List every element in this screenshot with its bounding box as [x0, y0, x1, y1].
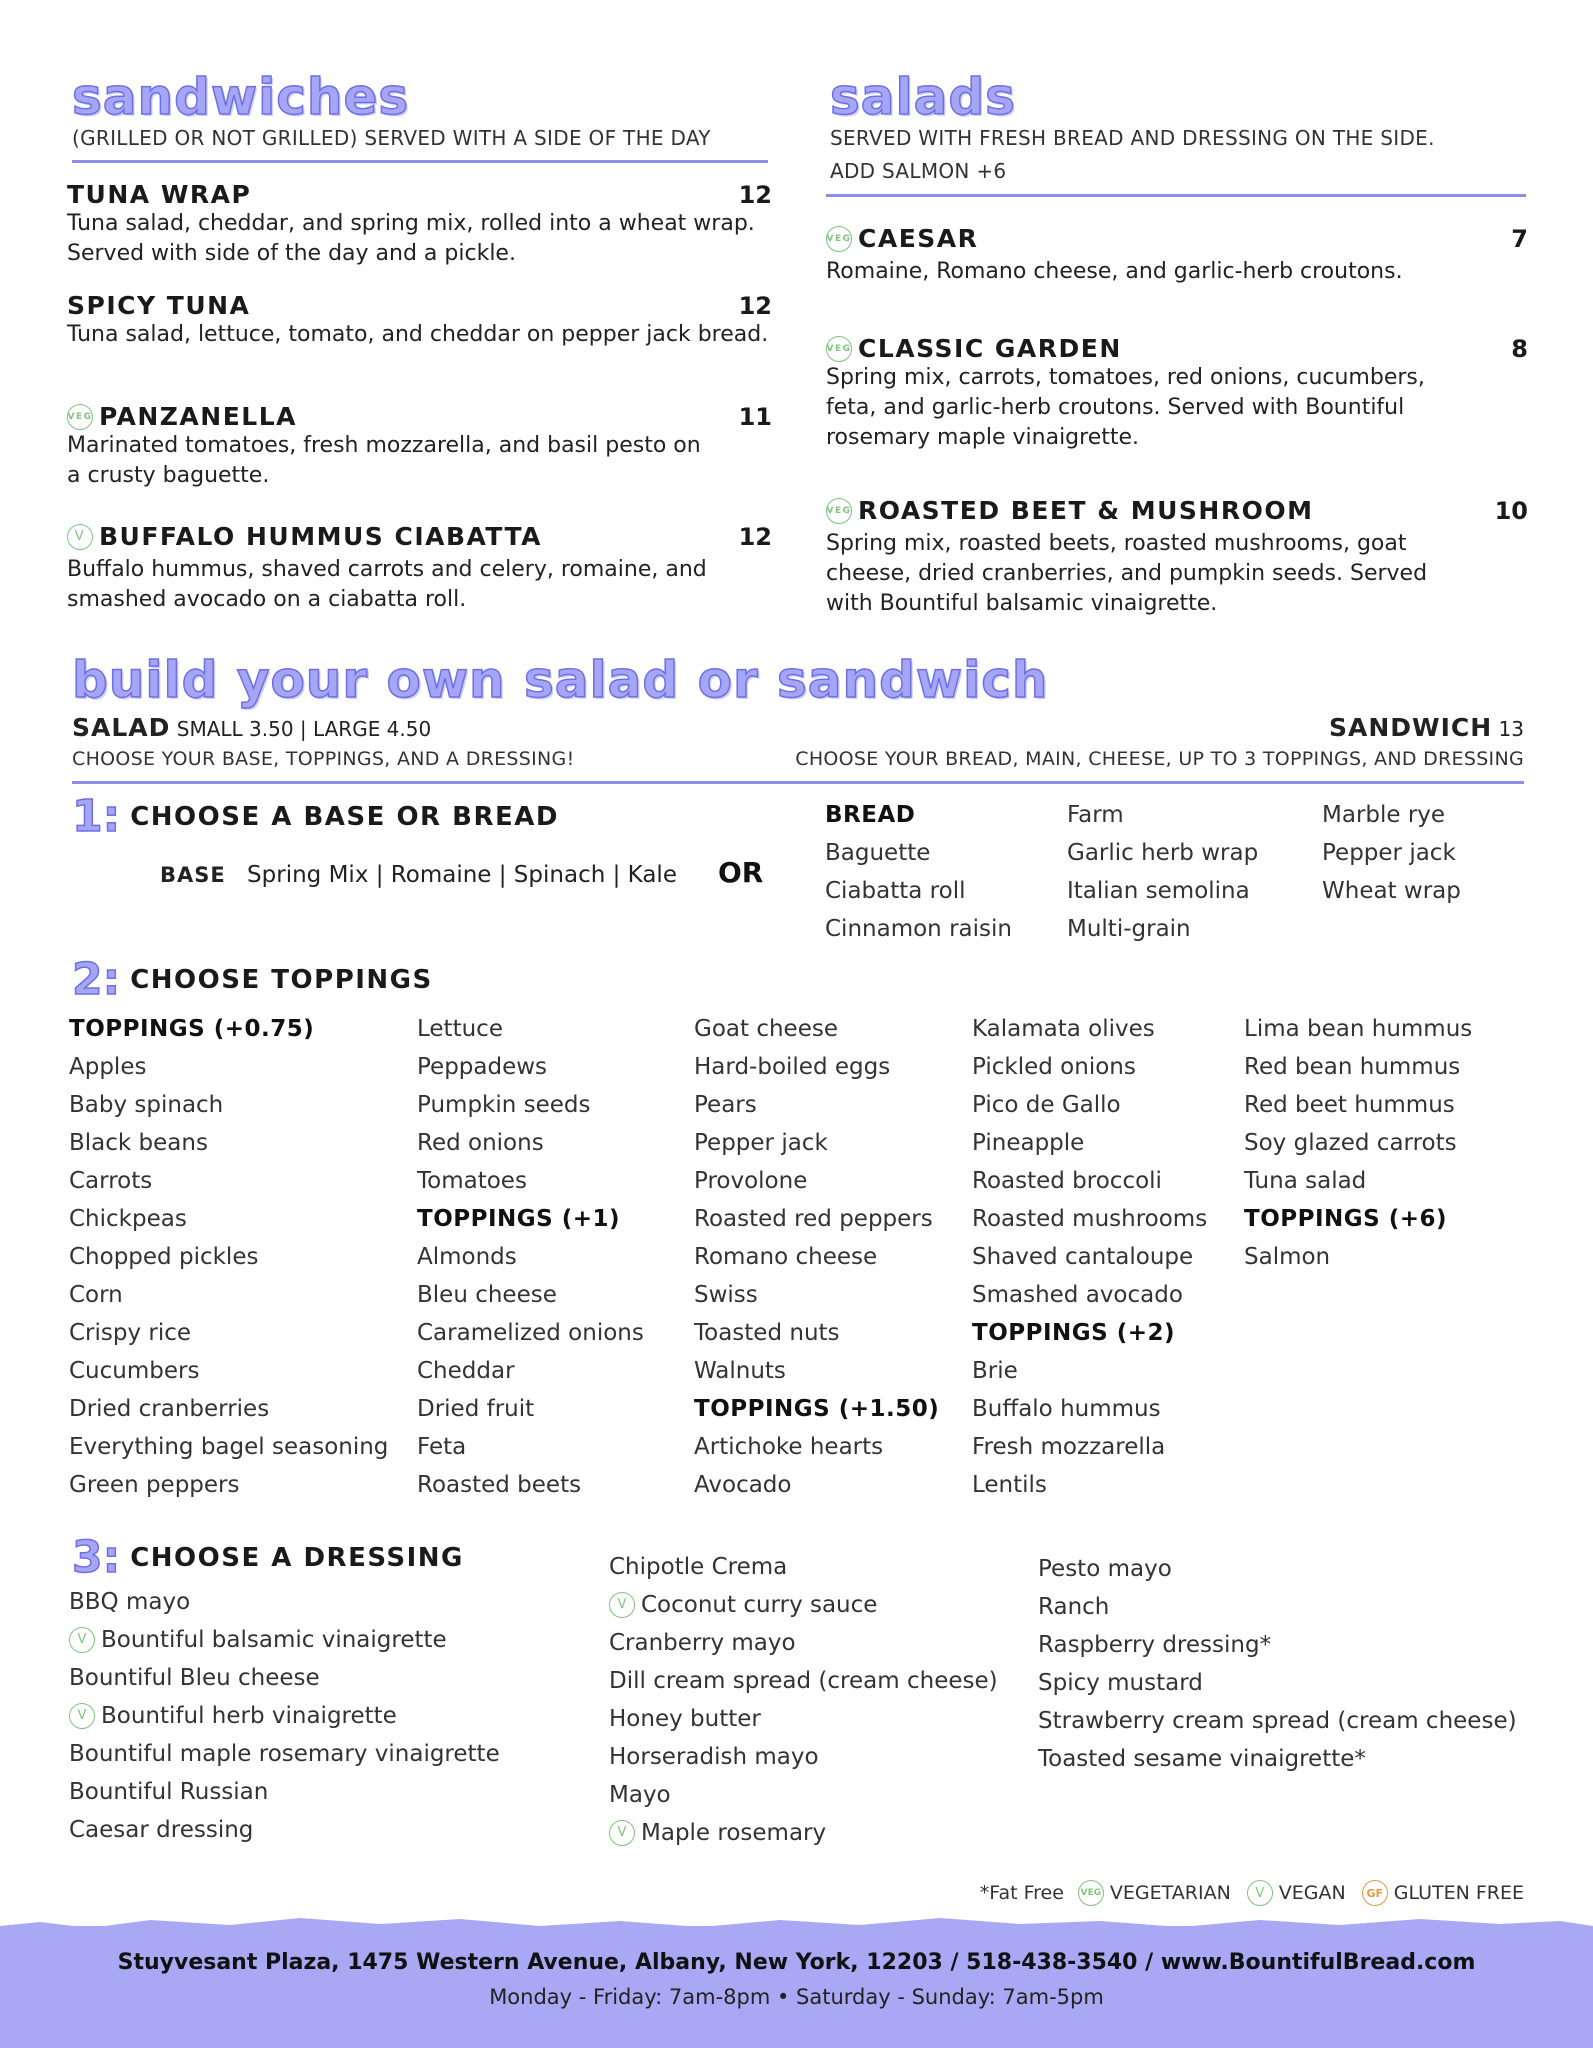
vegan-icon: V: [67, 524, 93, 550]
menu-item: [826, 496, 1528, 619]
item-name: TUNA WRAP: [67, 180, 252, 209]
topping-item: Toasted nuts: [694, 1320, 840, 1346]
item-name: BUFFALO HUMMUS CIABATTA: [99, 522, 543, 551]
vegetarian-icon: VEG: [67, 404, 93, 430]
dressing-label: Bountiful maple rosemary vinaigrette: [69, 1741, 500, 1767]
step3-number: 3:: [72, 1532, 121, 1583]
topping-item: Shaved cantaloupe: [972, 1244, 1194, 1270]
sandwiches-section: [72, 68, 772, 155]
item-name: SPICY TUNA: [67, 291, 251, 320]
topping-item: Salmon: [1244, 1244, 1331, 1270]
topping-item: Black beans: [69, 1130, 208, 1156]
item-description: Romaine, Romano cheese, and garlic-herb croutons.: [826, 259, 1403, 284]
dressing-item: [69, 1583, 500, 1621]
gluten-free-label: GLUTEN FREE: [1393, 1882, 1524, 1904]
list-item: Marble rye: [1322, 802, 1446, 828]
vegetarian-icon: VEG: [826, 336, 852, 362]
topping-item: Buffalo hummus: [972, 1396, 1161, 1422]
dressing-column-2: [609, 1548, 998, 1852]
fat-free-note: *Fat Free: [979, 1882, 1064, 1904]
vegetarian-icon: VEG: [826, 498, 852, 524]
dressing-label: Mayo: [609, 1782, 671, 1808]
topping-item: Provolone: [694, 1168, 808, 1194]
step1-heading: [72, 791, 559, 842]
dressing-item: [1038, 1550, 1517, 1588]
item-description: Spring mix, roasted beets, roasted mushrooms, goat cheese, dried cranberries, and pumpkin seeds. Served with Bountiful balsamic vinaigrette.: [826, 531, 1428, 616]
dressing-label: BBQ mayo: [69, 1589, 191, 1615]
topping-item: Artichoke hearts: [694, 1434, 884, 1460]
step3-title: CHOOSE A DRESSING: [130, 1543, 464, 1573]
or-divider: OR: [718, 856, 764, 889]
item-name: CLASSIC GARDEN: [858, 334, 1122, 363]
vegan-label: VEGAN: [1278, 1882, 1346, 1904]
topping-item: Everything bagel seasoning: [69, 1434, 389, 1460]
topping-item: Bleu cheese: [417, 1282, 557, 1308]
dressing-label: Dill cream spread (cream cheese): [609, 1668, 998, 1694]
bread-column-1: [825, 796, 1012, 948]
topping-item: Romano cheese: [694, 1244, 878, 1270]
menu-item: [67, 180, 772, 291]
base-options: Spring Mix | Romaine | Spinach | Kale: [247, 862, 677, 888]
dressing-label: Bountiful herb vinaigrette: [101, 1703, 397, 1729]
dressing-label: Horseradish mayo: [609, 1744, 819, 1770]
sandwiches-divider: [72, 160, 768, 163]
dressing-item: [1038, 1664, 1517, 1702]
dressing-item: [609, 1662, 998, 1700]
dressing-item: [1038, 1740, 1517, 1778]
list-item: Multi-grain: [1067, 916, 1191, 942]
toppings-price-heading: TOPPINGS (+0.75): [69, 1016, 315, 1042]
byo-salad-sub: CHOOSE YOUR BASE, TOPPINGS, AND A DRESSING!: [72, 748, 575, 770]
bread-column-3: [1322, 796, 1461, 910]
legend: [980, 1880, 1524, 1906]
topping-item: Pico de Gallo: [972, 1092, 1121, 1118]
topping-item: Brie: [972, 1358, 1018, 1384]
item-description: Tuna salad, cheddar, and spring mix, rolled into a wheat wrap. Served with side of the day and a pickle.: [67, 211, 755, 266]
item-name: CAESAR: [858, 224, 979, 253]
topping-item: Chickpeas: [69, 1206, 187, 1232]
step2-heading: [72, 954, 433, 1005]
dressing-item: [609, 1814, 998, 1852]
list-item: Garlic herb wrap: [1067, 840, 1259, 866]
footer-hours: Monday - Friday: 7am-8pm • Saturday - Sunday: 7am-5pm: [489, 1985, 1104, 2009]
toppings-price-heading: TOPPINGS (+6): [1244, 1206, 1448, 1232]
byo-sandwich-header: [1329, 713, 1524, 742]
step3-heading: [72, 1532, 464, 1583]
topping-item: Red beet hummus: [1244, 1092, 1455, 1118]
topping-item: Tuna salad: [1244, 1168, 1367, 1194]
topping-item: Roasted red peppers: [694, 1206, 933, 1232]
topping-item: Soy glazed carrots: [1244, 1130, 1457, 1156]
topping-item: Carrots: [69, 1168, 153, 1194]
topping-item: Crispy rice: [69, 1320, 192, 1346]
menu-item: [67, 402, 772, 522]
step2-number: 2:: [72, 954, 121, 1005]
dressing-label: Cranberry mayo: [609, 1630, 796, 1656]
salads-title: salads: [830, 68, 1016, 126]
list-item: Baguette: [825, 840, 931, 866]
item-description: Tuna salad, lettuce, tomato, and cheddar on pepper jack bread.: [67, 322, 769, 347]
toppings-price-heading: TOPPINGS (+1): [417, 1206, 621, 1232]
dressing-item: [609, 1776, 998, 1814]
dressing-item: [609, 1738, 998, 1776]
topping-item: Swiss: [694, 1282, 758, 1308]
sandwich-list: [67, 180, 772, 615]
topping-item: Roasted mushrooms: [972, 1206, 1208, 1232]
topping-item: Fresh mozzarella: [972, 1434, 1166, 1460]
topping-item: Peppadews: [417, 1054, 548, 1080]
topping-item: Smashed avocado: [972, 1282, 1183, 1308]
bread-label: BREAD: [825, 802, 916, 828]
dressing-label: Coconut curry sauce: [641, 1592, 878, 1618]
topping-item: Pineapple: [972, 1130, 1085, 1156]
topping-item: Dried cranberries: [69, 1396, 270, 1422]
item-name: ROASTED BEET & MUSHROOM: [858, 496, 1314, 525]
salads-divider: [826, 194, 1526, 197]
vegetarian-icon: VEG: [1078, 1880, 1104, 1906]
dressing-item: [69, 1659, 500, 1697]
footer: [0, 1926, 1593, 2048]
base-options-row: [160, 862, 677, 888]
topping-item: Caramelized onions: [417, 1320, 644, 1346]
dressing-column-1: [69, 1583, 500, 1849]
topping-item: Red onions: [417, 1130, 544, 1156]
topping-item: Cucumbers: [69, 1358, 200, 1384]
topping-item: Corn: [69, 1282, 123, 1308]
dressing-item: [69, 1621, 500, 1659]
menu-item: [826, 224, 1528, 334]
topping-item: Roasted broccoli: [972, 1168, 1162, 1194]
vegan-icon: V: [609, 1592, 635, 1618]
dressing-item: [69, 1773, 500, 1811]
dressing-item: [609, 1700, 998, 1738]
salads-add-salmon: ADD SALMON +6: [830, 159, 1007, 183]
item-price: 7: [1511, 224, 1528, 253]
dressing-column-3: [1038, 1550, 1517, 1778]
dressing-item: [69, 1811, 500, 1849]
topping-item: Roasted beets: [417, 1472, 582, 1498]
menu-item: [826, 334, 1528, 496]
sandwiches-title: sandwiches: [72, 68, 410, 126]
topping-item: Goat cheese: [694, 1016, 838, 1042]
topping-item: Green peppers: [69, 1472, 240, 1498]
topping-item: Baby spinach: [69, 1092, 224, 1118]
salad-list: [826, 224, 1528, 619]
dressing-item: [609, 1624, 998, 1662]
topping-item: Apples: [69, 1054, 147, 1080]
item-description: Spring mix, carrots, tomatoes, red onions, cucumbers, feta, and garlic-herb croutons. Served with Bountiful rosemary maple vinaigrette.: [826, 365, 1425, 450]
byo-title: build your own salad or sandwich: [72, 651, 1049, 709]
list-item: Farm: [1067, 802, 1124, 828]
dressing-label: Bountiful Bleu cheese: [69, 1665, 320, 1691]
dressing-label: Spicy mustard: [1038, 1670, 1203, 1696]
dressing-label: Ranch: [1038, 1594, 1110, 1620]
dressing-item: [609, 1586, 998, 1624]
byo-sandwich-price: 13: [1498, 717, 1524, 741]
dressing-label: Bountiful balsamic vinaigrette: [101, 1627, 447, 1653]
topping-item: Feta: [417, 1434, 467, 1460]
dressing-item: [609, 1548, 998, 1586]
dressing-item: [1038, 1626, 1517, 1664]
item-price: 10: [1494, 496, 1528, 525]
byo-salad-header: [72, 713, 431, 742]
vegan-icon: V: [609, 1820, 635, 1846]
item-price: 12: [738, 291, 772, 320]
dressing-item: [69, 1735, 500, 1773]
toppings-column-2: [417, 1010, 644, 1504]
item-name: PANZANELLA: [99, 402, 297, 431]
vegan-icon: V: [69, 1703, 95, 1729]
byo-sandwich-label: SANDWICH: [1329, 713, 1493, 742]
bread-column-2: [1067, 796, 1258, 948]
topping-item: Pepper jack: [694, 1130, 828, 1156]
dressing-label: Honey butter: [609, 1706, 761, 1732]
topping-item: Tomatoes: [417, 1168, 527, 1194]
item-price: 12: [738, 180, 772, 209]
dressing-label: Chipotle Crema: [609, 1554, 788, 1580]
topping-item: Lentils: [972, 1472, 1047, 1498]
topping-item: Almonds: [417, 1244, 517, 1270]
topping-item: Dried fruit: [417, 1396, 535, 1422]
toppings-column-1: [69, 1010, 388, 1504]
item-price: 12: [738, 522, 772, 551]
topping-item: Lima bean hummus: [1244, 1016, 1473, 1042]
dressing-label: Bountiful Russian: [69, 1779, 269, 1805]
step1-title: CHOOSE A BASE OR BREAD: [130, 802, 559, 832]
topping-item: Walnuts: [694, 1358, 786, 1384]
dressing-label: Strawberry cream spread (cream cheese): [1038, 1708, 1517, 1734]
step1-number: 1:: [72, 791, 121, 842]
topping-item: Pickled onions: [972, 1054, 1136, 1080]
item-description: Marinated tomatoes, fresh mozzarella, and basil pesto on a crusty baguette.: [67, 433, 701, 488]
topping-item: Chopped pickles: [69, 1244, 259, 1270]
menu-item: [67, 522, 772, 615]
salads-subtitle: SERVED WITH FRESH BREAD AND DRESSING ON THE SIDE.: [830, 126, 1435, 150]
item-price: 11: [738, 402, 772, 431]
step2-title: CHOOSE TOPPINGS: [130, 965, 433, 995]
base-label: BASE: [160, 863, 226, 887]
toppings-price-heading: TOPPINGS (+2): [972, 1320, 1176, 1346]
vegetarian-icon: VEG: [826, 226, 852, 252]
dressing-label: Maple rosemary: [641, 1820, 827, 1846]
byo-divider: [72, 781, 1524, 784]
item-description: Buffalo hummus, shaved carrots and celery, romaine, and smashed avocado on a ciabatta roll.: [67, 557, 707, 612]
topping-item: Hard-boiled eggs: [694, 1054, 891, 1080]
gluten-free-icon: GF: [1362, 1880, 1388, 1906]
sandwiches-subtitle: (GRILLED OR NOT GRILLED) SERVED WITH A SIDE OF THE DAY: [72, 126, 711, 150]
topping-item: Kalamata olives: [972, 1016, 1155, 1042]
dressing-item: [1038, 1588, 1517, 1626]
toppings-column-5: [1244, 1010, 1472, 1276]
toppings-price-heading: TOPPINGS (+1.50): [694, 1396, 940, 1422]
topping-item: Avocado: [694, 1472, 792, 1498]
salads-section: [830, 68, 1530, 188]
item-price: 8: [1511, 334, 1528, 363]
vegan-icon: V: [69, 1627, 95, 1653]
dressing-item: [1038, 1702, 1517, 1740]
topping-item: Cheddar: [417, 1358, 515, 1384]
vegan-icon: V: [1247, 1880, 1273, 1906]
byo-salad-prices: SMALL 3.50 | LARGE 4.50: [176, 717, 432, 741]
byo-salad-label: SALAD: [72, 713, 171, 742]
toppings-column-3: [694, 1010, 939, 1504]
menu-item: [67, 291, 772, 402]
footer-address: Stuyvesant Plaza, 1475 Western Avenue, Albany, New York, 12203 / 518-438-3540 / www.BountifulBread.com: [117, 1950, 1476, 1975]
topping-item: Red bean hummus: [1244, 1054, 1461, 1080]
list-item: Cinnamon raisin: [825, 916, 1012, 942]
topping-item: Pumpkin seeds: [417, 1092, 591, 1118]
topping-item: Lettuce: [417, 1016, 503, 1042]
list-item: Pepper jack: [1322, 840, 1456, 866]
dressing-item: [69, 1697, 500, 1735]
byo-sandwich-sub: CHOOSE YOUR BREAD, MAIN, CHEESE, UP TO 3 TOPPINGS, AND DRESSING: [795, 748, 1524, 770]
list-item: Ciabatta roll: [825, 878, 966, 904]
dressing-label: Toasted sesame vinaigrette*: [1038, 1746, 1366, 1772]
list-item: Wheat wrap: [1322, 878, 1461, 904]
dressing-label: Caesar dressing: [69, 1817, 254, 1843]
topping-item: Pears: [694, 1092, 757, 1118]
toppings-column-4: [972, 1010, 1207, 1504]
vegetarian-label: VEGETARIAN: [1109, 1882, 1231, 1904]
dressing-label: Pesto mayo: [1038, 1556, 1172, 1582]
dressing-label: Raspberry dressing*: [1038, 1632, 1272, 1658]
list-item: Italian semolina: [1067, 878, 1250, 904]
